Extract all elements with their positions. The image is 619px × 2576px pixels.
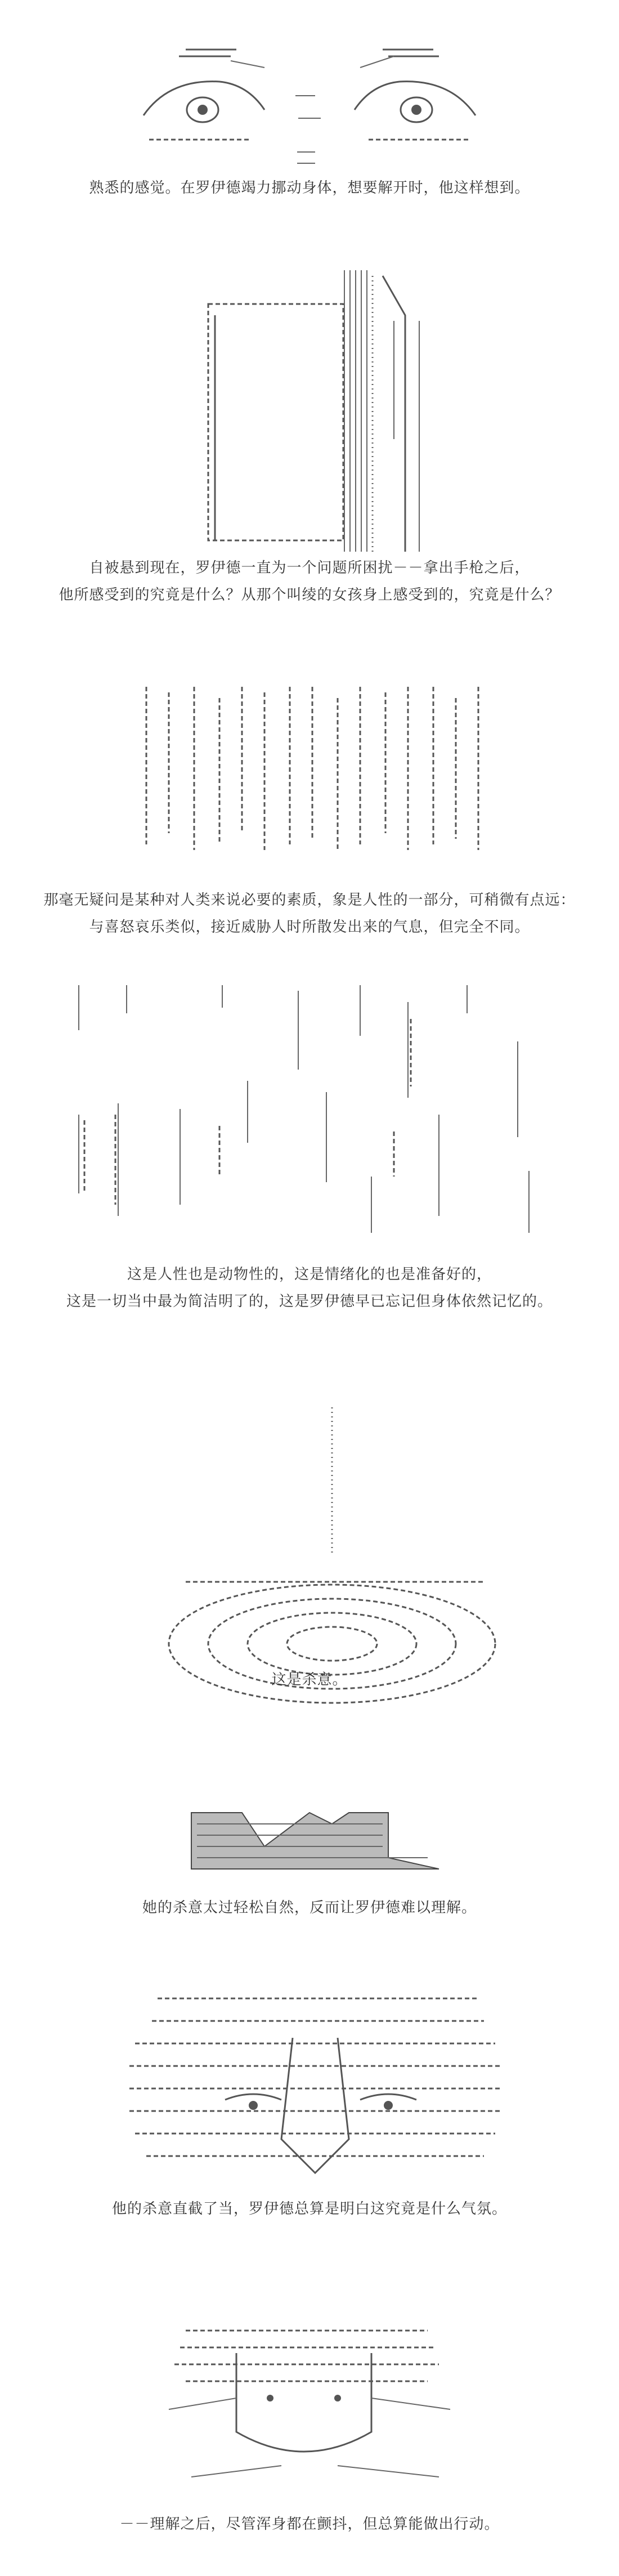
caption-eyes [0,175,619,202]
caption-line: 这是杀意。 [271,1671,348,1688]
panel-tower [0,236,619,630]
caption-figure [0,2511,619,2538]
caption-line: 这是一切当中最为简洁明了的，这是罗伊德早已忘记但身体依然记忆的。 [66,1293,553,1310]
figure-ascii-art [0,2286,619,2511]
tower-ascii-art [0,236,619,552]
caption-tower [0,554,619,609]
caption-line: 这是人性也是动物性的，这是情绪化的也是准备好的， [127,1266,492,1283]
caption-face [0,2195,619,2222]
caption-ripple [0,1666,619,1693]
caption-line: 他的杀意直截了当，罗伊德总算是明白这究竟是什么气氛。 [111,2201,507,2217]
caption-line: 自被悬到现在，罗伊德一直为一个问题所困扰－－拿出手枪之后， [89,560,530,576]
panel-face [0,1970,619,2286]
caption-rain [0,887,619,941]
caption-line: －－理解之后，尽管浑身都在颤抖，但总算能做出行动。 [119,2516,500,2533]
panel-figure [0,2286,619,2576]
panel-eyes [0,0,619,236]
panel-mouth [0,1768,619,1970]
caption-line: 熟悉的感觉。在罗伊德竭力挪动身体，想要解开时，他这样想到。 [89,180,530,196]
lines-ascii-art [0,968,619,1272]
ripple-ascii-art [0,1362,619,1700]
mouth-ascii-art [0,1768,619,1914]
caption-lines [0,1261,619,1315]
panel-lines [0,968,619,1362]
caption-line: 那毫无疑问是某种对人类来说必要的素质，象是人性的一部分，可稍微有点远： [43,892,576,909]
panel-ripple [0,1362,619,1768]
face-ascii-art [0,1970,619,2218]
eyes-ascii-art [0,0,619,186]
caption-line: 她的杀意太过轻松自然，反而让罗伊德难以理解。 [142,1899,477,1916]
panel-rain [0,630,619,968]
caption-line: 他所感受到的究竟是什么？从那个叫绫的女孩身上感受到的，究竟是什么？ [59,587,560,603]
caption-line: 与喜怒哀乐类似，接近威胁人时所散发出来的气息，但完全不同。 [89,919,530,936]
rain-ascii-art [0,630,619,889]
caption-mouth [0,1894,619,1921]
